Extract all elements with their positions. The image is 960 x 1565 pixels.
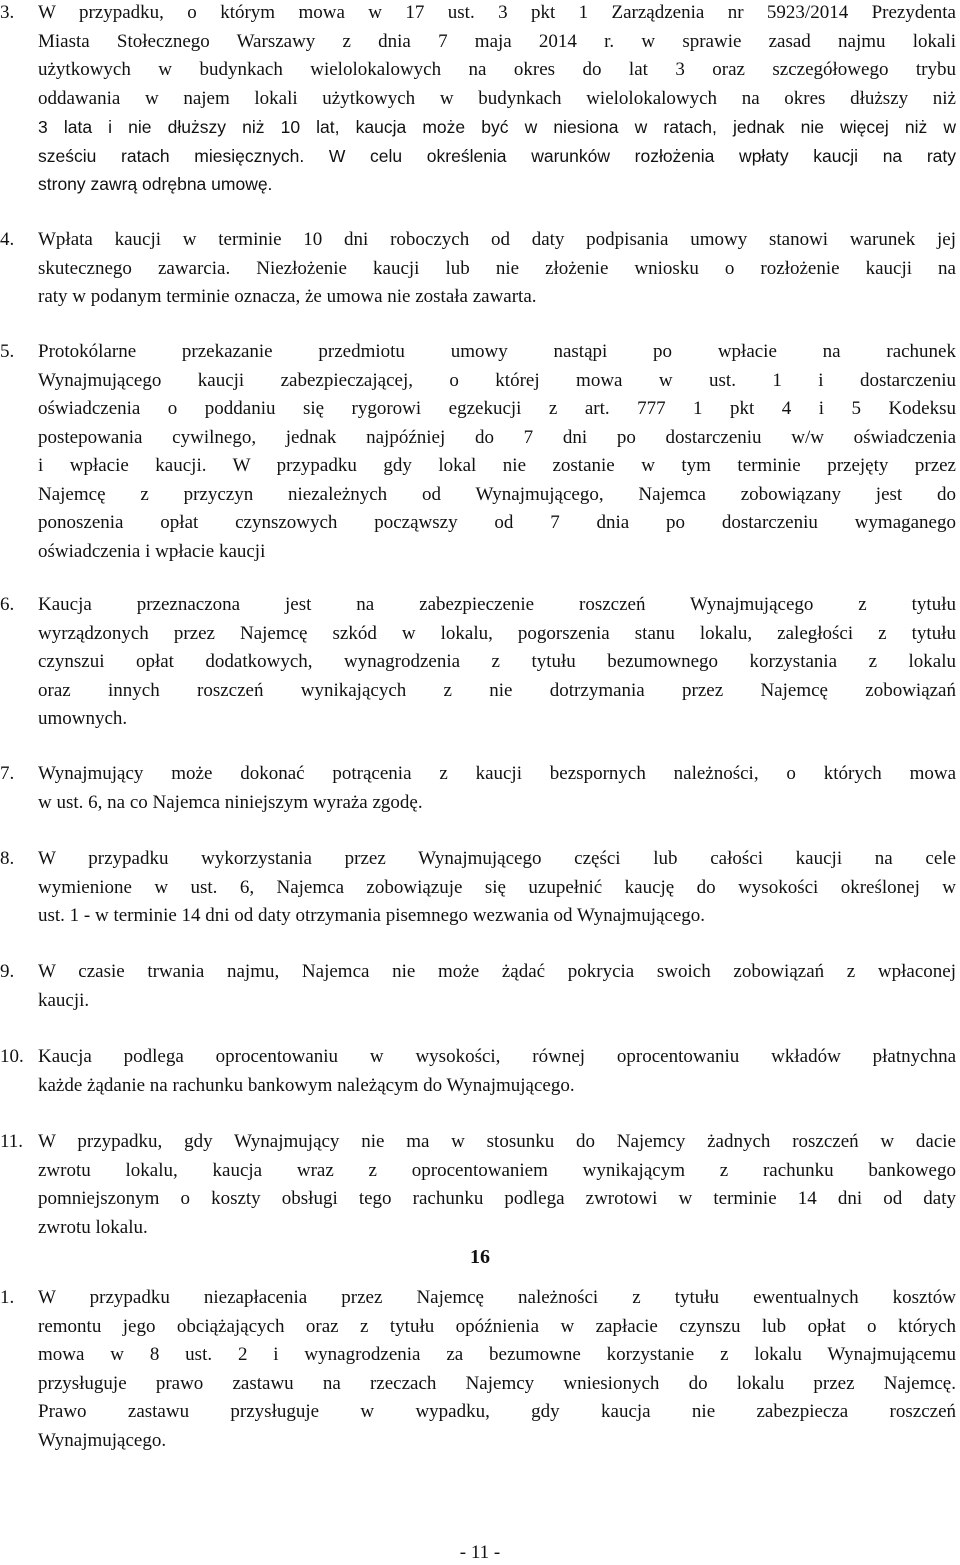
text-line: pomniejszonym o koszty obsługi tego rachunku podlega zwrotowi w terminie 14 dni od daty — [38, 1188, 956, 1209]
item-number: 9. — [0, 961, 15, 982]
item-number: 3. — [0, 2, 15, 23]
text-line: czynszui opłat dodatkowych, wynagrodzenia z tytułu bezumownego korzystania z lokalu — [38, 651, 956, 672]
text-line: raty w podanym terminie oznacza, że umowa nie została zawarta. — [38, 286, 537, 307]
text-line: użytkowych w budynkach wielolokalowych na okres do lat 3 oraz szczegółowego trybu — [38, 59, 956, 80]
text-line: oddawania w najem lokali użytkowych w budynkach wielolokalowych na okres dłuższy niż — [38, 87, 956, 109]
section-heading: 16 — [470, 1246, 490, 1268]
text-line: i wpłacie kaucji. W przypadku gdy lokal nie zostanie w tym terminie przejęty przez — [38, 455, 956, 476]
text-line: Kaucja przeznaczona jest na zabezpieczenie roszczeń Wynajmującego z tytułu — [38, 594, 956, 615]
item-number: 6. — [0, 594, 15, 615]
item-number: 5. — [0, 341, 15, 362]
item-number: 4. — [0, 229, 15, 250]
text-line: ponoszenia opłat czynszowych począwszy od 7 dnia po dostarczeniu wymaganego — [38, 512, 956, 533]
text-line: W przypadku, gdy Wynajmujący nie ma w stosunku do Najemcy żadnych roszczeń w dacie — [38, 1131, 956, 1152]
text-line: Kaucja podlega oprocentowaniu w wysokości, równej oprocentowaniu wkładów płatnychna — [38, 1046, 956, 1067]
text-line: Wynajmującego kaucji zabezpieczającej, o której mowa w ust. 1 i dostarczeniu — [38, 369, 956, 391]
text-line: remontu jego obciążających oraz z tytułu opóźnienia w zapłacie czynszu lub opłat o których — [38, 1315, 956, 1337]
text-line: skutecznego zawarcia. Niezłożenie kaucji lub nie złożenie wniosku o rozłożenie kaucji na — [38, 257, 956, 279]
text-line: ust. 1 - w terminie 14 dni od daty otrzymania pisemnego wezwania od Wynajmującego. — [38, 905, 706, 926]
text-line: umownych. — [38, 708, 128, 729]
page-number: - 11 - — [459, 1542, 501, 1563]
text-line: Miasta Stołecznego Warszawy z dnia 7 maja 2014 r. w sprawie zasad najmu lokali — [38, 30, 956, 52]
item-number: 1. — [0, 1287, 15, 1308]
item-number: 11. — [0, 1131, 24, 1152]
text-line: każde żądanie na rachunku bankowym należącym do Wynajmującego. — [38, 1074, 575, 1096]
text-line: sześciu ratach miesięcznych. W celu określenia warunków rozłożenia wpłaty kaucji na raty — [38, 145, 956, 166]
text-line: strony zawrą odrębna umowę. — [38, 174, 273, 194]
text-line: Prawo zastawu przysługuje w wypadku, gdy kaucja nie zabezpiecza roszczeń — [38, 1401, 956, 1422]
text-line: mowa w 8 ust. 2 i wynagrodzenia za bezumowne korzystanie z lokalu Wynajmującemu — [38, 1344, 956, 1365]
text-line: oświadczenia i wpłacie kaucji — [38, 540, 266, 562]
text-line: kaucji. — [38, 989, 90, 1011]
text-line: Wynajmujący może dokonać potrącenia z kaucji bezspornych należności, o których mowa — [38, 763, 956, 784]
text-line: zwrotu lokalu, kaucja wraz z oprocentowaniem wynikającym z rachunku bankowego — [38, 1159, 956, 1181]
item-number: 7. — [0, 763, 15, 784]
text-line: W czasie trwania najmu, Najemca nie może żądać pokrycia swoich zobowiązań z wpłaconej — [38, 961, 956, 982]
text-line: postepowania cywilnego, jednak najpóźniej do 7 dni po dostarczeniu w/w oświadczenia — [38, 426, 956, 448]
text-line: W przypadku wykorzystania przez Wynajmującego części lub całości kaucji na cele — [38, 848, 956, 869]
text-line: Wynajmującego. — [38, 1429, 167, 1451]
text-line: przysługuje prawo zastawu na rzeczach Najemcy wniesionych do lokalu przez Najemcę. — [38, 1372, 956, 1394]
text-line: Najemcę z przyczyn niezależnych od Wynajmującego, Najemca zobowiązany jest do — [38, 483, 956, 505]
text-line: W przypadku, o którym mowa w 17 ust. 3 pkt 1 Zarządzenia nr 5923/2014 Prezydenta — [38, 2, 956, 23]
text-line: 3 lata i nie dłuższy niż 10 lat, kaucja może być w niesiona w ratach, jednak nie więcej niż w — [38, 117, 956, 137]
text-line: Protokólarne przekazanie przedmiotu umowy nastąpi po wpłacie na rachunek — [38, 341, 956, 362]
text-line: wymienione w ust. 6, Najemca zobowiązuje się uzupełnić kaucję do wysokości określonej w — [38, 876, 956, 898]
text-line: Wpłata kaucji w terminie 10 dni roboczych od daty podpisania umowy stanowi warunek jej — [38, 229, 956, 250]
item-number: 8. — [0, 848, 15, 869]
item-number: 10. — [0, 1046, 24, 1067]
text-line: oświadczenia o poddaniu się rygorowi egzekucji z art. 777 1 pkt 4 i 5 Kodeksu — [38, 398, 956, 419]
text-line: oraz innych roszczeń wynikających z nie dotrzymania przez Najemcę zobowiązań — [38, 679, 956, 701]
text-line: wyrządzonych przez Najemcę szkód w lokalu, pogorszenia stanu lokalu, zaległości z tytułu — [38, 622, 956, 644]
text-line: W przypadku niezapłacenia przez Najemcę należności z tytułu ewentualnych kosztów — [38, 1287, 956, 1308]
text-line: zwrotu lokalu. — [38, 1216, 148, 1238]
text-line: w ust. 6, na co Najemca niniejszym wyraża zgodę. — [38, 791, 423, 813]
